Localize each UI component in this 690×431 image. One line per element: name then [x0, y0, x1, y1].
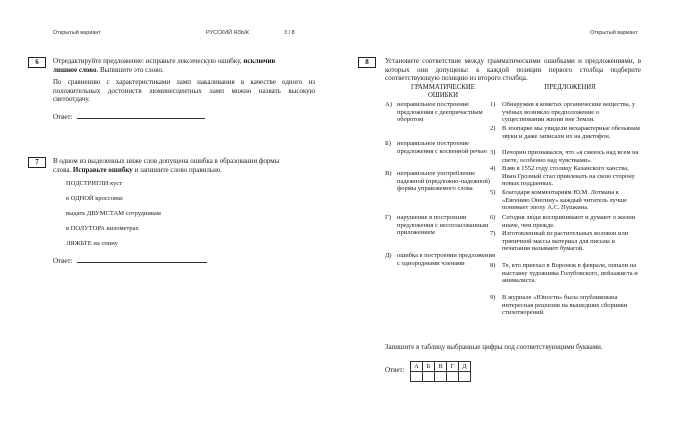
error-letter-a: А) [385, 101, 392, 108]
task6-answer-field[interactable] [77, 112, 205, 119]
answer-cell-a[interactable] [411, 372, 423, 382]
task7-item-5: ЛЯЖЬТЕ на спину [66, 240, 118, 247]
task6-number-box: 6 [28, 57, 46, 68]
error-text-d: ошибка в построении предложения с однородными членами [397, 252, 495, 267]
answer-table-letter-g: Г [447, 362, 459, 372]
task6-answer-label: Ответ: [53, 113, 73, 121]
task8-answer-label: Ответ: [385, 366, 405, 374]
sentence-text-6: Сегодня люди воспринимают и думают о жизни иначе, чем прежде. [502, 214, 636, 229]
task7-item-2: в ОДНОЙ кроссовке [66, 195, 123, 202]
task6-answer [53, 112, 205, 122]
answer-table-letter-d: Д [459, 362, 471, 372]
answer-cell-v[interactable] [435, 372, 447, 382]
error-letter-g: Г) [385, 214, 391, 221]
task8-table-instruction: Запишите в таблицу выбранные цифры под соответствующими буквами. [385, 343, 603, 351]
answer-table-letter-v: В [435, 362, 447, 372]
task7-instruction-line1: В одном из выделенных ниже слов допущена ошибка в образовании формы [53, 157, 280, 165]
answer-table-header-row [411, 362, 471, 372]
sentence-num-3: 3) [490, 149, 496, 156]
error-letter-d: Д) [385, 252, 392, 259]
error-letter-b: Б) [385, 140, 391, 147]
task7-answer-label: Ответ: [53, 257, 73, 265]
answer-table-letter-b: Б [423, 362, 435, 372]
sentence-num-9: 9) [490, 294, 496, 301]
sentence-text-7: Изготовленный из растительных волокон или тряпичной массы материал для письма и печатания называют бумагой. [502, 230, 629, 253]
task8-col1-header-line1: ГРАММАТИЧЕСКИЕ [411, 84, 475, 91]
sentence-text-4: Взяв в 1552 году столицу Казанского ханства, Иван Грозный стал привлекать на свою сторону новых подданных. [502, 165, 635, 188]
task7-item-3: выдать ДВУМСТАМ сотрудникам [66, 210, 161, 217]
sentence-text-3: Печорин признавался, что «я смеюсь над всем на свете, особенно над чувствами». [502, 149, 639, 164]
answer-cell-b[interactable] [423, 372, 435, 382]
header-subject: РУССКИЙ ЯЗЫК [206, 30, 249, 36]
task8-answer-table [410, 361, 471, 382]
sentence-text-1: Обнаружив в кометах органические вещества, у учёных возникло предположение о существовании жизни вне Земли. [502, 101, 636, 124]
task7-instruction [53, 157, 315, 174]
task7-instruction-bold: Исправьте ошибку [72, 165, 133, 174]
task7-instruction-text: слова. [53, 165, 73, 174]
task7-instruction-text-2: и запишите слово правильно. [132, 165, 223, 174]
task6-sentence: По сравнению с характеристиками ламп накаливания в качестве одного из положительных достоинств люминесцентных ламп можно назвать высокую светоотдачу. [53, 78, 315, 104]
answer-cell-d[interactable] [459, 372, 471, 382]
sentence-text-8: Те, кто приехал в Воронеж в феврале, попали на выставку художника Голубовского, пейзажиста и анималиста. [502, 262, 638, 285]
header-page-number: 3 / 8 [284, 30, 295, 36]
error-letter-v: В) [385, 170, 392, 177]
sentence-text-5: Благодаря комментариям Ю.М. Лотмана к «Евгению Онегину» каждый читатель лучше понимает эпоху А.С. Пушкина. [502, 189, 627, 212]
sentence-num-4: 4) [490, 165, 496, 172]
header-variant-left: Открытый вариант [53, 30, 101, 36]
task6-instruction-text: Отредактируйте предложение: исправьте лексическую ошибку, [53, 57, 244, 65]
sentence-text-9: В журнале «Юности» была опубликована интересная рецензия на вышедшие сборники стихотворений. [502, 294, 628, 317]
error-text-b: неправильное построение предложения с косвенной речью [397, 140, 487, 155]
sentence-num-1: 1) [490, 101, 496, 108]
task7-answer [53, 256, 207, 266]
task8-col1-header-line2: ОШИБКИ [427, 91, 459, 99]
sentence-num-7: 7) [490, 230, 496, 237]
error-text-v: неправильное употребление падежной (предложно-падежной) формы управляемого слова [397, 170, 491, 193]
task6-instruction [53, 57, 315, 74]
task7-item-1: ПОДСТРИГЛИ куст [66, 180, 123, 187]
error-text-g: нарушение в построении предложения с несогласованным приложением [397, 214, 489, 237]
task6-instruction-bold-2: лишнее слово [53, 65, 97, 74]
task8-col1-header [388, 84, 498, 99]
answer-table-input-row [411, 372, 471, 382]
task7-item-4: в ПОЛУТОРА километрах [66, 225, 139, 232]
answer-cell-g[interactable] [447, 372, 459, 382]
sentence-num-8: 8) [490, 262, 496, 269]
task6-instruction-bold: исключив [243, 57, 276, 65]
answer-table-letter-a: А [411, 362, 423, 372]
error-text-a: неправильное построение предложения с деепричастным оборотом [397, 101, 483, 124]
sentence-num-6: 6) [490, 214, 496, 221]
sentence-text-2: В зоопарке мы увидели нехарактерные обезьянам звуки и даже записали их на диктофон. [502, 125, 640, 140]
sentence-num-5: 5) [490, 189, 496, 196]
task8-intro: Установите соответствие между грамматическими ошибками и предложениями, в которых они допущены: к каждой позиции первого столбца подберите соответствующую позицию из второго столбца. [385, 57, 641, 83]
task8-col2-header: ПРЕДЛОЖЕНИЯ [544, 84, 596, 91]
task7-answer-field[interactable] [77, 256, 207, 263]
task7-number-box: 7 [28, 157, 46, 168]
task8-number-box: 8 [358, 57, 376, 68]
header-variant-right: Открытый вариант [590, 30, 638, 36]
task6-instruction-text-2: . Выпишите это слово. [96, 65, 164, 74]
sentence-num-2: 2) [490, 125, 496, 132]
